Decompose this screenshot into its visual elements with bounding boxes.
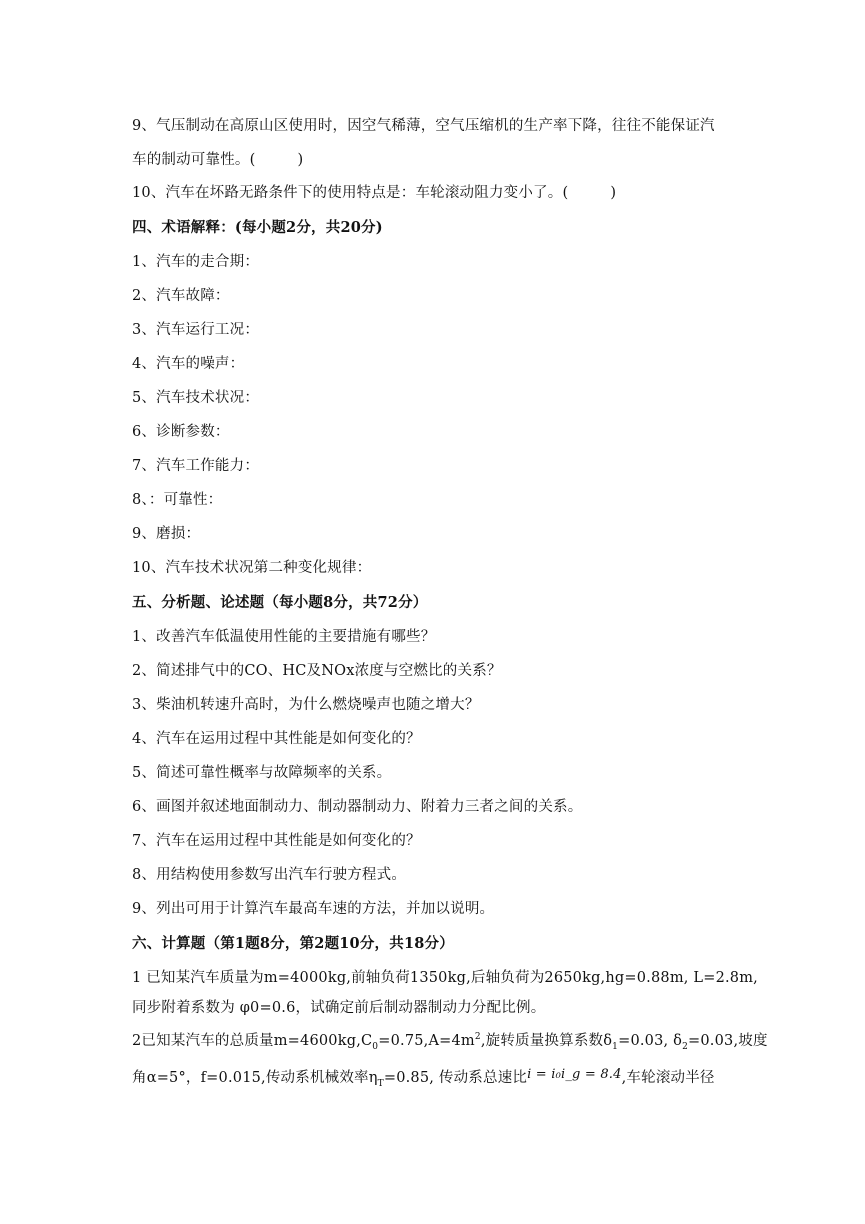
judgment-q9-close: )	[297, 152, 304, 168]
section4-title: 四、术语解释：(每小题2分，共20分)	[132, 219, 383, 236]
section5-item: 2、简述排气中的CO、HC及NOx浓度与空燃比的关系？	[132, 663, 502, 679]
section5-item: 6、画图并叙述地面制动力、制动器制动力、附着力三者之间的关系。	[132, 799, 583, 815]
judgment-q9-text: 车的制动可靠性。(	[132, 152, 256, 168]
section4-item: 3、汽车运行工况：	[132, 322, 260, 338]
section5-item: 9、列出可用于计算汽车最高车速的方法，并加以说明。	[132, 901, 495, 917]
section4-item: 6、诊断参数：	[132, 424, 230, 440]
judgment-q9-line2	[132, 148, 755, 169]
section5-title: 五、分析题、论述题（每小题8分，共72分）	[132, 594, 428, 611]
section5-item: 1、改善汽车低温使用性能的主要措施有哪些？	[132, 629, 436, 645]
section4-item: 4、汽车的噪声：	[132, 356, 245, 372]
judgment-q10-text: 10、汽车在坏路无路条件下的使用特点是：车轮滚动阻力变小了。(	[132, 185, 569, 201]
section5-item: 4、汽车在运用过程中其性能是如何变化的？	[132, 731, 421, 747]
section6-q1-line1: 1 已知某汽车质量为m=4000kg,前轴负荷1350kg,后轴负荷为2650kg,hg=0.88m, L=2.8m,	[132, 970, 758, 986]
section6-q2-line2: 角α=5°，f=0.015,传动系机械效率$\eta_T=0.85$, 传动系总速比i = i₀i_g = 8.4,车轮滚动半径	[132, 1067, 715, 1089]
section5-item: 7、汽车在运用过程中其性能是如何变化的？	[132, 833, 421, 849]
section6-q1-line2: 同步附着系数为 φ0=0.6，试确定前后制动器制动力分配比例。	[132, 1000, 546, 1016]
section5-item: 5、简述可靠性概率与故障频率的关系。	[132, 765, 392, 781]
judgment-q9-line1: 9、气压制动在高原山区使用时，因空气稀薄，空气压缩机的生产率下降，往往不能保证汽	[132, 118, 715, 134]
section5-item: 3、柴油机转速升高时，为什么燃烧噪声也随之增大？	[132, 697, 480, 713]
section4-item: 10、汽车技术状况第二种变化规律：	[132, 560, 372, 576]
section4-item: 9、磨损：	[132, 526, 201, 542]
section4-item: 8、：可靠性：	[132, 492, 223, 508]
section4-item: 7、汽车工作能力：	[132, 458, 260, 474]
judgment-q10-close: )	[610, 185, 617, 201]
speed-ratio-formula: i = i₀i_g = 8.4	[527, 1067, 622, 1082]
section5-item: 8、用结构使用参数写出汽车行驶方程式。	[132, 867, 407, 883]
section6-q2-line1: 2已知某汽车的总质量$m=4600kg,C_0=0.75,A=4m^2$,旋转质量换算系数$\delta_1=0.03$, $\delta_2=0.03$,坡度	[132, 1032, 768, 1052]
section6-title: 六、计算题（第1题8分，第2题10分，共18分）	[132, 935, 454, 952]
judgment-q10	[132, 181, 755, 202]
section4-item: 2、汽车故障：	[132, 288, 230, 304]
section4-item: 1、汽车的走合期：	[132, 254, 260, 270]
section4-item: 5、汽车技术状况：	[132, 390, 260, 406]
